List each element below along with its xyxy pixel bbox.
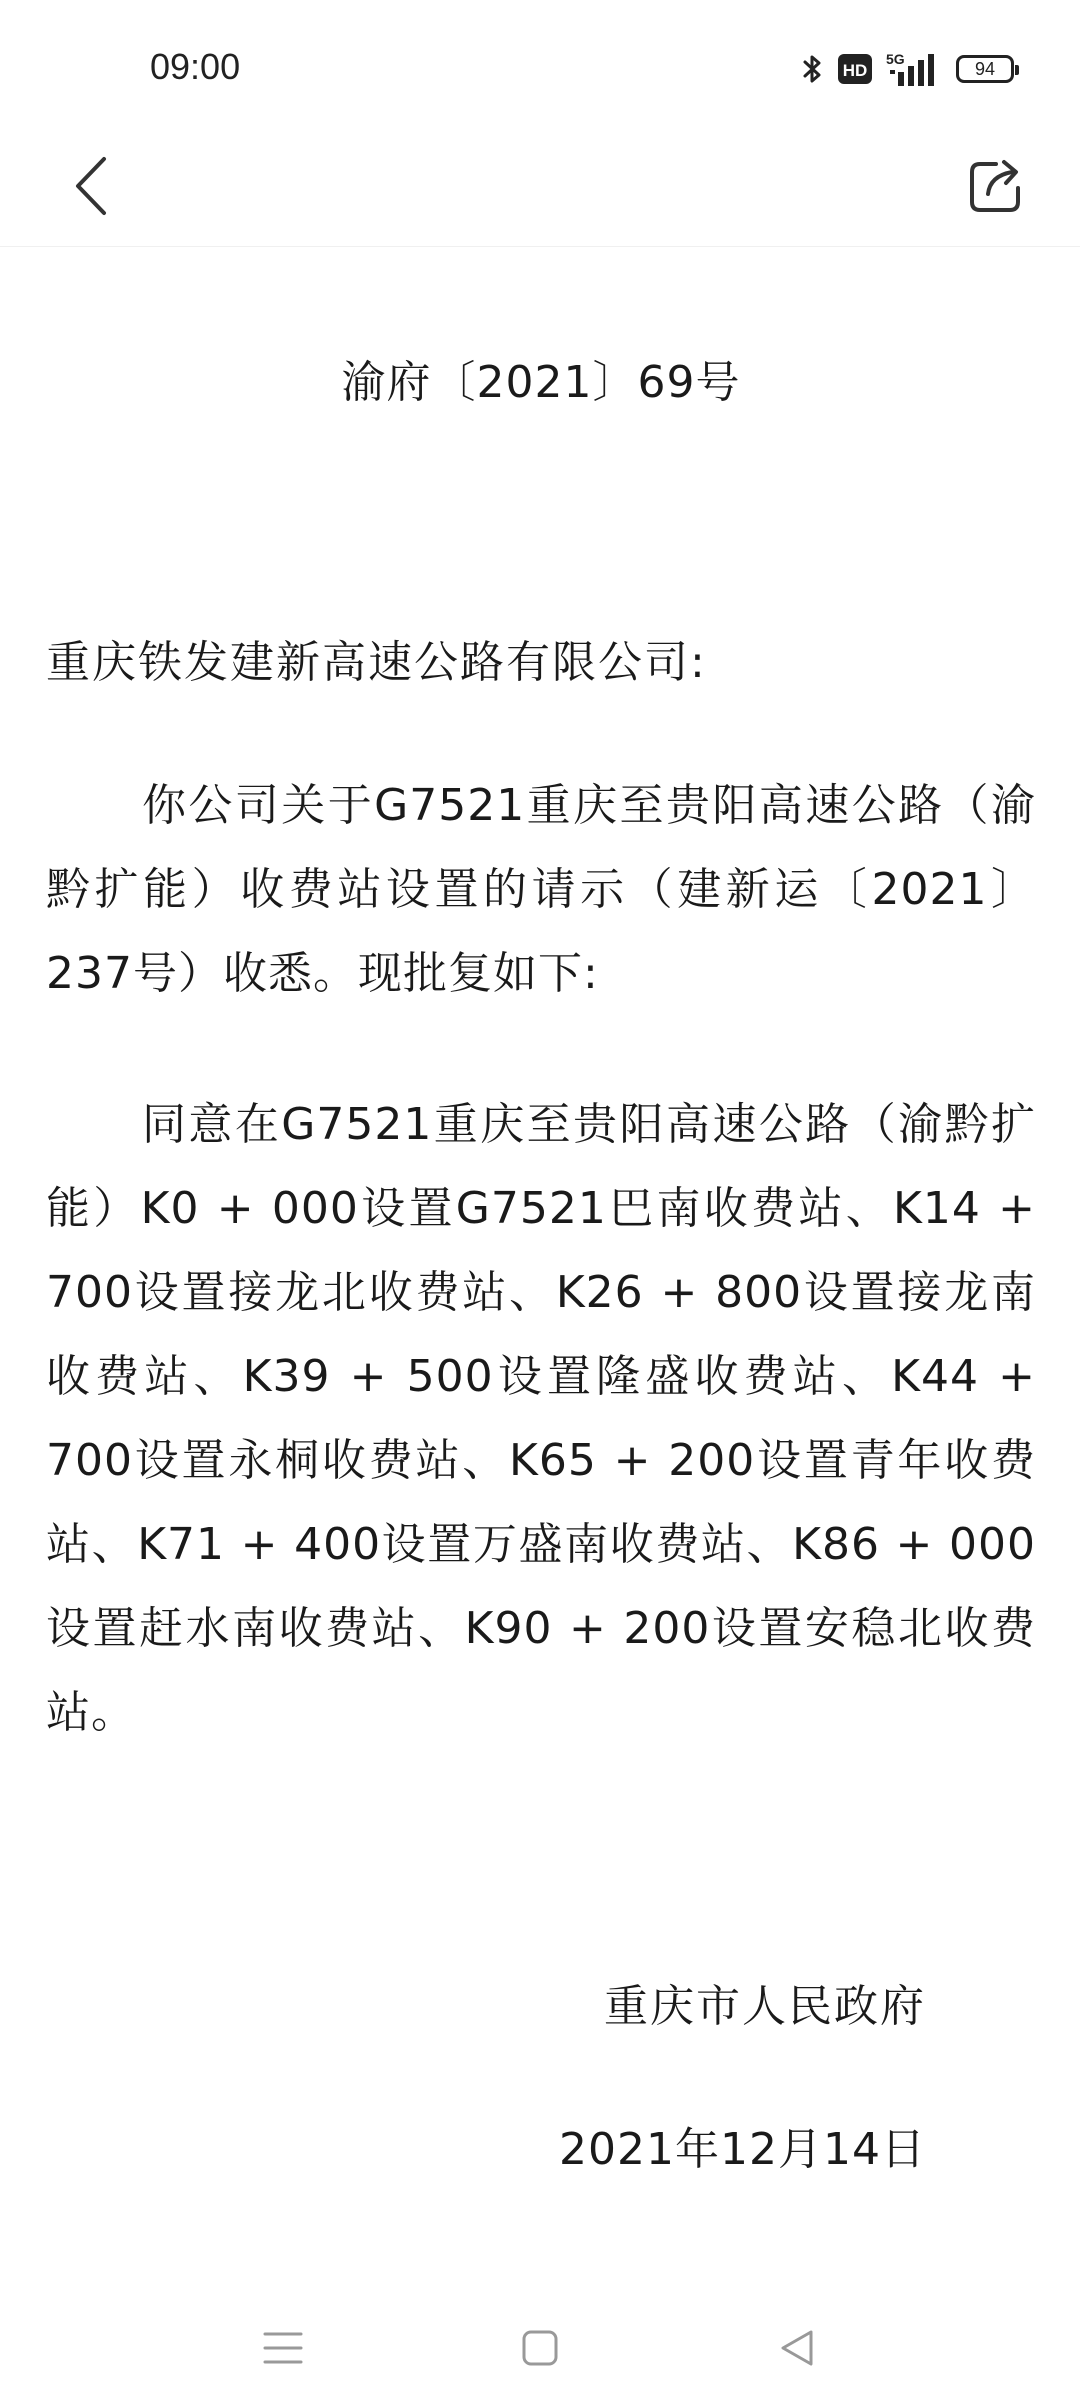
- battery-icon: [956, 55, 1014, 83]
- share-icon: [966, 156, 1026, 220]
- share-button[interactable]: [956, 148, 1036, 228]
- paragraph-request: 你公司关于G7521重庆至贵阳高速公路（渝黔扩能）收费站设置的请示（建新运〔2021〕237号）收悉。现批复如下:: [46, 780, 1036, 999]
- back-button[interactable]: [56, 146, 128, 230]
- status-bar: [0, 0, 1080, 130]
- menu-icon: [263, 2330, 303, 2370]
- paragraph-approval: 同意在G7521重庆至贵阳高速公路（渝黔扩能）K0 + 000设置G7521巴南收费站、K14 + 700设置接龙北收费站、K26 + 800设置接龙南收费站、K39 + 500设置隆盛收费站、K44 + 700设置永桐收费站、K65 + 200设置青年收费站、K71 + 400设置万盛南收费站、K86 + 000设置赶水南收费站、K90 + 200设置安稳北收费站。: [46, 1099, 1036, 1738]
- addressee: 重庆铁发建新高速公路有限公司:: [46, 637, 707, 688]
- signal-5g-icon: [886, 52, 942, 86]
- chevron-left-icon: [72, 155, 112, 221]
- signature-date: 2021年12月14日: [559, 2124, 926, 2175]
- status-icons: [802, 52, 1014, 86]
- bluetooth-icon: [802, 53, 824, 85]
- network-label: 5G: [886, 52, 905, 67]
- back-triangle-icon: [777, 2328, 817, 2372]
- hd-icon: [838, 54, 872, 84]
- home-icon: [521, 2329, 559, 2371]
- recent-apps-button[interactable]: [243, 2310, 323, 2390]
- battery-level: 94: [974, 58, 996, 79]
- document-number: 渝府〔2021〕69号: [341, 357, 741, 408]
- hd-label: HD: [842, 61, 868, 80]
- navigation-bar: [0, 2290, 1080, 2400]
- home-button[interactable]: [500, 2310, 580, 2390]
- status-time: 09:00: [150, 46, 241, 87]
- nav-back-button[interactable]: [757, 2310, 837, 2390]
- signature-organization: 重庆市人民政府: [604, 1981, 926, 2032]
- app-bar: [0, 130, 1080, 247]
